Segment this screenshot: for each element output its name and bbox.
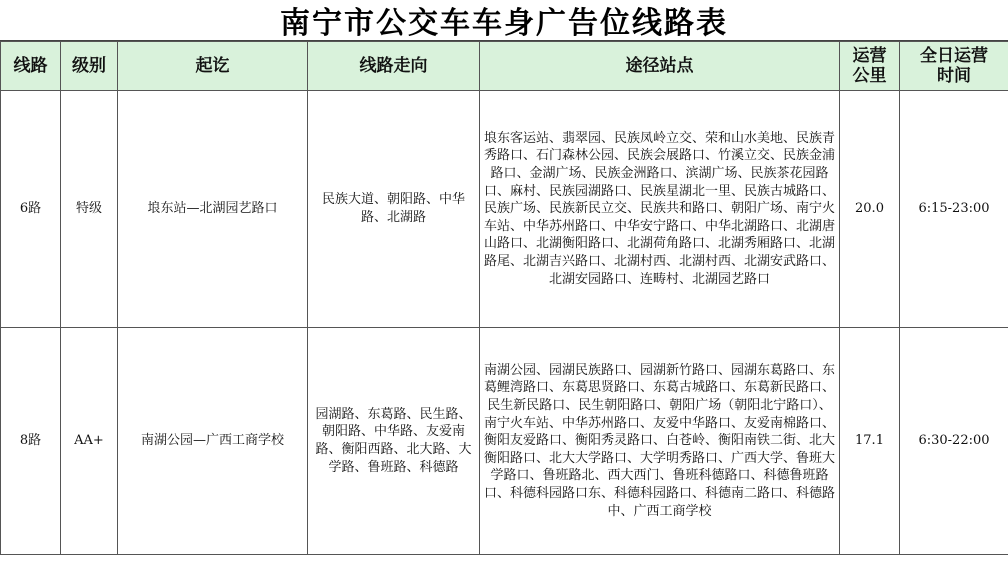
header-level: 级别: [61, 42, 118, 91]
cell-direction: 园湖路、东葛路、民生路、朝阳路、中华路、友爱南路、衡阳西路、北大路、大学路、鲁班路、科德路: [308, 328, 480, 555]
header-distance-line2: 公里: [852, 66, 887, 86]
cell-distance: 20.0: [840, 91, 900, 328]
header-stops: 途径站点: [480, 42, 840, 91]
header-direction: 线路走向: [308, 42, 480, 91]
page-title: 南宁市公交车车身广告位线路表: [0, 0, 1008, 41]
header-distance: [840, 42, 900, 91]
header-hours-line2: 时间: [937, 66, 971, 86]
table-row: [1, 91, 1008, 328]
header-distance-line1: 运营: [852, 46, 887, 66]
cell-endpoints: 南湖公园—广西工商学校: [118, 328, 308, 555]
header-hours: [900, 42, 1008, 91]
header-hours-line1: 全日运营: [920, 46, 988, 66]
cell-hours: 6:30-22:00: [900, 328, 1008, 555]
table-header-row: [1, 42, 1008, 91]
cell-endpoints: 埌东站—北湖园艺路口: [118, 91, 308, 328]
cell-stops: 埌东客运站、翡翠园、民族凤岭立交、荣和山水美地、民族青秀路口、石门森林公园、民族会展路口、竹溪立交、民族金浦路口、金湖广场、民族金洲路口、滨湖广场、民族茶花园路口、麻村、民族园湖路口、民族星湖北一里、民族古城路口、民族广场、民族新民立交、民族共和路口、朝阳广场、南宁火车站、中华苏州路口、中华安宁路口、中华北湖路口、北湖唐山路口、北湖衡阳路口、北湖荷角路口、北湖秀厢路口、北湖路尾、北湖吉兴路口、北湖村西、北湖村西、北湖安武路口、北湖安园路口、连畴村、北湖园艺路口: [480, 91, 840, 328]
cell-distance: 17.1: [840, 328, 900, 555]
cell-level: 特级: [61, 91, 118, 328]
cell-route: 6路: [1, 91, 61, 328]
routes-table: [0, 41, 1008, 555]
cell-route: 8路: [1, 328, 61, 555]
header-route: 线路: [1, 42, 61, 91]
cell-stops: 南湖公园、园湖民族路口、园湖新竹路口、园湖东葛路口、东葛鲤湾路口、东葛思贤路口、东葛古城路口、东葛新民路口、民生新民路口、民生朝阳路口、朝阳广场（朝阳北宁路口）、南宁火车站、中华苏州路口、友爱中华路口、友爱南棉路口、衡阳友爱路口、衡阳秀灵路口、白苍岭、衡阳南铁二街、北大衡阳路口、北大大学路口、大学明秀路口、广西大学、鲁班大学路口、鲁班路北、西大西门、鲁班科德路口、科德鲁班路口、科德科园路口东、科德科园路口、科德南二路口、科德路中、广西工商学校: [480, 328, 840, 555]
cell-hours: 6:15-23:00: [900, 91, 1008, 328]
cell-direction: 民族大道、朝阳路、中华路、北湖路: [308, 91, 480, 328]
cell-level: AA+: [61, 328, 118, 555]
table-row: [1, 328, 1008, 555]
header-endpoints: 起讫: [118, 42, 308, 91]
